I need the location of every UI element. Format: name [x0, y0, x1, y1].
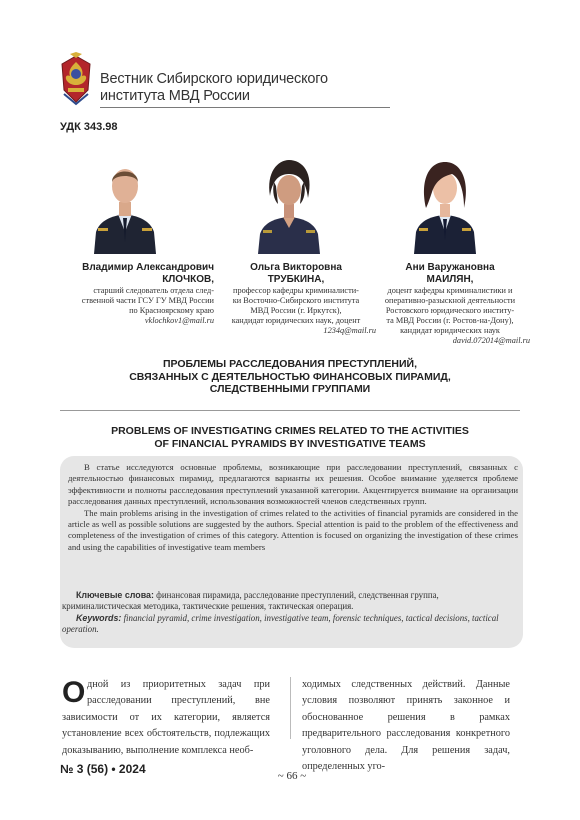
- header-underline: [100, 107, 390, 108]
- keywords-en-label: Keywords:: [76, 612, 122, 623]
- keywords-en-list: financial pyramid, crime investigation, investigative team, forensic techniques, tactical decisions, tactical operation.: [62, 612, 499, 634]
- author-2-email: 1234q@mail.ru: [323, 326, 376, 335]
- author-photo-2: [256, 152, 322, 254]
- column-separator: [290, 677, 291, 739]
- author-2-affiliation-line-1: профессор кафедры криминалисти-: [233, 286, 359, 295]
- author-block-2: [216, 262, 376, 336]
- author-2-affiliation-line-3: МВД России (г. Иркутск),: [250, 306, 342, 315]
- abstract-ru: В статье исследуются основные проблемы, возникающие при расследовании преступлений, связанных с деятельностью финансовых пирамид, предлагаются варианты их решения. Особое внимание уделяется проблеме эффективности и полноты расследования преступлений указанной категории. Акцентируется внимание на организации расследования данных преступлений, использования возможностей членов следственных групп.: [68, 462, 518, 507]
- author-1-affiliation-line-1: старший следователь отдела след-: [93, 286, 214, 295]
- author-2-affiliation-line-2: ки Восточно-Сибирского института: [232, 296, 360, 305]
- author-3-email: david.072014@mail.ru: [452, 336, 530, 345]
- body-right-text: ходимых следственных действий. Данные условия позволяют принять законное и обоснованное решения в рамках предварительного расследования конкретного уголовного дела. Для решения задач, определенных уго-: [302, 679, 510, 773]
- author-3-affiliation-line-1: доцент кафедры криминалистики и: [387, 286, 513, 295]
- body-column-right: [302, 677, 510, 775]
- article-title-en: [60, 425, 520, 450]
- keywords-ru-list: финансовая пирамида, расследование преступлений, следственная группа, криминалистическая методика, тактические решения, тактическая операция.: [62, 590, 439, 612]
- journal-title-line-2: института МВД России: [100, 88, 250, 104]
- author-1-affiliation-line-2: ственной части ГСУ ГУ МВД России: [81, 296, 214, 305]
- page-number: ~ 66 ~: [277, 770, 307, 782]
- abstract-en: The main problems arising in the investigation of crimes related to the activities of financial pyramids are considered in the article as well as possible solutions are suggested by the authors. Special attention is paid to the problem of the effectiveness and completeness of the investigation of crimes of this category. Attention is focused on organizing the investigation of these crimes and using the capabilities of investigative team members: [68, 507, 518, 552]
- author-2-first-name: Ольга Викторовна: [250, 262, 342, 273]
- keywords-en: [62, 613, 518, 636]
- keywords-ru: [62, 590, 518, 613]
- body-left-text: дной из приоритетных задач при расследовании преступлений, вне зависимости от их категории, является установление всех обстоятельств, подлежащих доказыванию, выполнение комплекса необ-: [62, 679, 270, 756]
- author-2-affiliation-line-4: кандидат юридических наук, доцент: [231, 316, 361, 325]
- mvd-emblem-logo: [56, 52, 96, 106]
- author-3-affiliation-line-3: Ростовского юридического институ-: [385, 306, 515, 315]
- journal-title-line-1: Вестник Сибирского юридического: [100, 71, 328, 87]
- author-1-affiliation-line-3: по Красноярскому краю: [129, 306, 214, 315]
- body-column-left: [62, 677, 270, 759]
- article-title-ru-line-2: СВЯЗАННЫХ С ДЕЯТЕЛЬНОСТЬЮ ФИНАНСОВЫХ ПИРАМИД,: [129, 370, 451, 383]
- article-title-en-line-2: OF FINANCIAL PYRAMIDS BY INVESTIGATIVE TEAMS: [154, 437, 426, 450]
- author-1-last-name: КЛОЧКОВ,: [162, 274, 214, 285]
- article-title-ru-line-1: ПРОБЛЕМЫ РАССЛЕДОВАНИЯ ПРЕСТУПЛЕНИЙ,: [162, 358, 418, 370]
- abstract: [68, 462, 518, 553]
- author-3-affiliation-line-4: та МВД России (г. Ростов-на-Дону),: [386, 316, 514, 325]
- author-photo-1: [92, 152, 158, 254]
- journal-title: [100, 71, 350, 105]
- keywords: [62, 590, 518, 635]
- article-title-ru: [80, 358, 500, 396]
- author-block-1: [48, 262, 214, 326]
- keywords-ru-label: Ключевые слова:: [76, 590, 154, 600]
- article-title-en-line-1: PROBLEMS OF INVESTIGATING CRIMES RELATED TO THE ACTIVITIES: [111, 425, 469, 437]
- author-block-3: [370, 262, 530, 346]
- author-3-affiliation-line-5: кандидат юридических наук: [400, 326, 500, 335]
- udk-code: УДК 343.98: [60, 121, 118, 133]
- author-3-last-name: МАИЛЯН,: [426, 274, 474, 285]
- author-3-first-name: Ани Варужановна: [405, 262, 495, 273]
- author-2-last-name: ТРУБКИНА,: [267, 274, 325, 285]
- author-1-first-name: Владимир Александрович: [82, 262, 214, 273]
- author-photo-3: [412, 152, 478, 254]
- author-3-affiliation-line-2: оперативно-разыскной деятельности: [384, 296, 516, 305]
- issue-number: № 3 (56) • 2024: [60, 762, 146, 776]
- author-1-email: vklochkov1@mail.ru: [144, 316, 214, 325]
- article-title-ru-line-3: СЛЕДСТВЕННЫМИ ГРУППАМИ: [209, 383, 371, 395]
- drop-cap: О: [62, 676, 86, 709]
- title-divider: [60, 410, 520, 411]
